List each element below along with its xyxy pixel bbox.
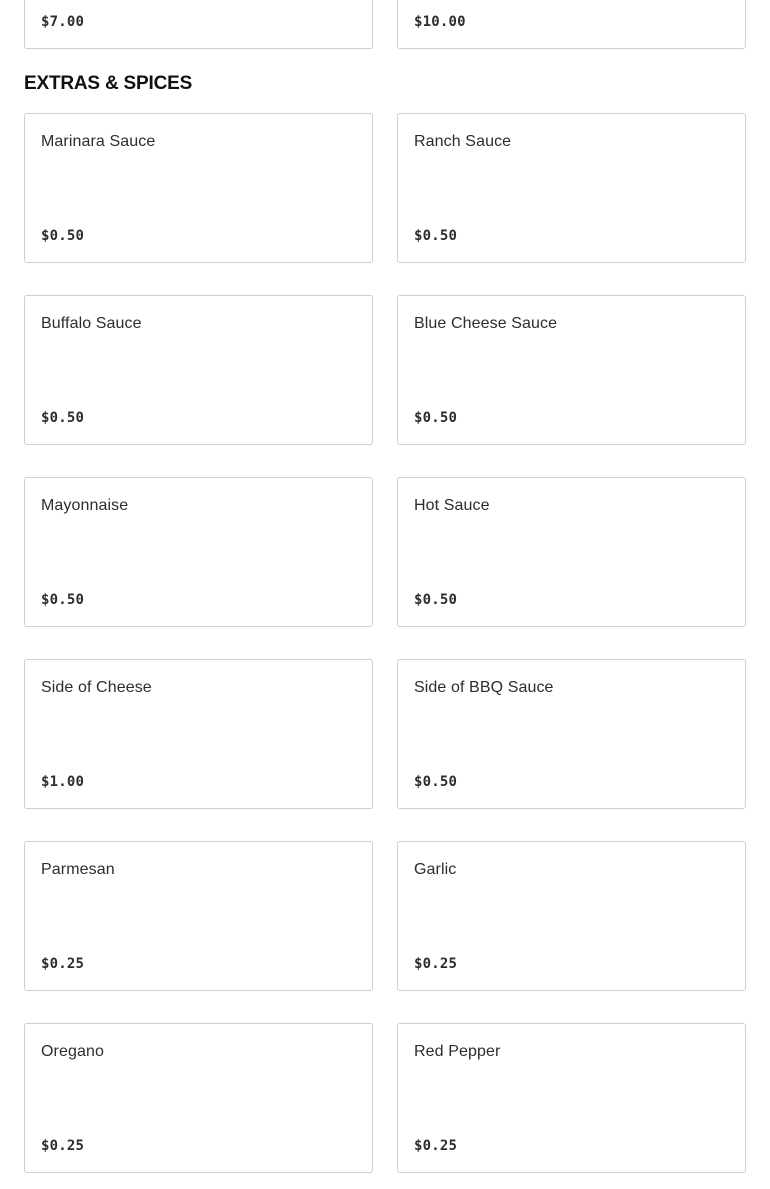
menu-item-price: $0.25: [414, 1138, 458, 1154]
menu-item-price: $0.50: [414, 228, 458, 244]
menu-item-name: Marinara Sauce: [41, 133, 156, 150]
menu-item-price: $1.00: [41, 774, 85, 790]
menu-item-card[interactable]: [24, 113, 373, 263]
menu-item-card[interactable]: [397, 295, 746, 445]
menu-item-card[interactable]: [24, 841, 373, 991]
menu-item-card[interactable]: [24, 477, 373, 627]
menu-item-price: $0.50: [414, 774, 458, 790]
menu-item-name: Side of Cheese: [41, 679, 152, 696]
menu-item-name: Red Pepper: [414, 1043, 501, 1060]
menu-item-price: $0.50: [41, 228, 85, 244]
menu-item-price: $7.00: [41, 14, 85, 30]
menu-item-price: $0.50: [414, 592, 458, 608]
menu-item-name: Parmesan: [41, 861, 115, 878]
menu-item-name: Buffalo Sauce: [41, 315, 142, 332]
menu-item-card[interactable]: [397, 659, 746, 809]
menu-item-card[interactable]: [397, 841, 746, 991]
menu-item-price: $0.25: [41, 1138, 85, 1154]
menu-item-name: Garlic: [414, 861, 457, 878]
menu-item-card[interactable]: [24, 1023, 373, 1173]
menu-item-card[interactable]: [397, 113, 746, 263]
menu-item-price: $0.50: [414, 410, 458, 426]
menu-item-name: Side of BBQ Sauce: [414, 679, 554, 696]
menu-item-card[interactable]: [24, 0, 373, 49]
menu-item-price: $0.50: [41, 592, 85, 608]
section-title: EXTRAS & SPICES: [24, 73, 193, 94]
menu-item-card[interactable]: [24, 295, 373, 445]
menu-item-name: Mayonnaise: [41, 497, 129, 514]
menu-item-name: Oregano: [41, 1043, 104, 1060]
menu-item-card[interactable]: [397, 0, 746, 49]
menu-item-card[interactable]: [397, 1023, 746, 1173]
menu-item-price: $10.00: [414, 14, 466, 30]
menu-item-price: $0.25: [41, 956, 85, 972]
menu-item-card[interactable]: [24, 659, 373, 809]
menu-item-card[interactable]: [397, 477, 746, 627]
menu-item-name: Hot Sauce: [414, 497, 490, 514]
menu-item-price: $0.50: [41, 410, 85, 426]
menu-item-name: Ranch Sauce: [414, 133, 512, 150]
menu-item-name: Blue Cheese Sauce: [414, 315, 558, 332]
menu-item-price: $0.25: [414, 956, 458, 972]
